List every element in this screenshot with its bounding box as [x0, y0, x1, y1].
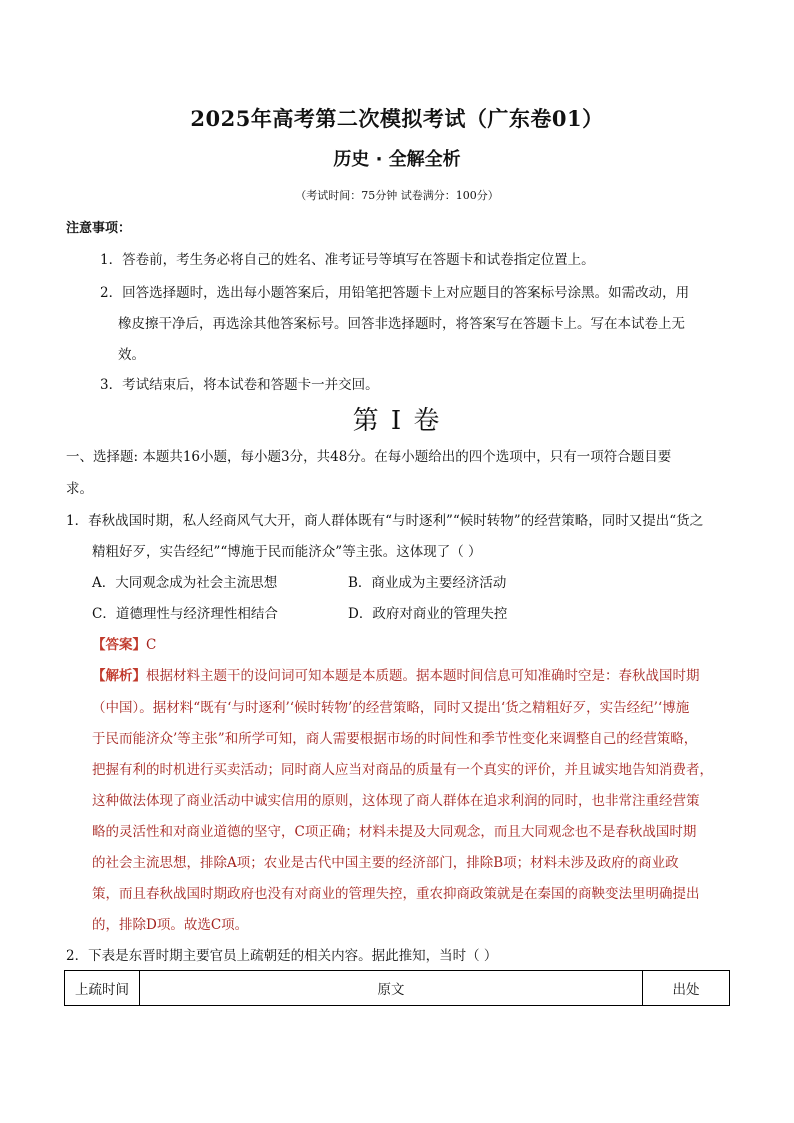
q1-analysis-line-2: （中国）。据材料“既有‘与时逐利’‘候时转物’的经营策略，同时又提出‘货之精粗好歹，实告经纪’‘博施	[92, 700, 690, 716]
q1-answer	[92, 633, 156, 653]
notice-line-5: 3．考试结束后，将本试卷和答题卡一并交回。	[100, 377, 379, 393]
section-intro-line-1: 一、选择题: 本题共16小题，每小题3分，共48分。在每小题给出的四个选项中，只有一项符合题目要	[66, 449, 672, 465]
q2-stem: 2．下表是东晋时期主要官员上疏朝廷的相关内容。据此推知，当时（ ）	[66, 948, 498, 964]
notice-line-4: 效。	[118, 347, 145, 363]
q1-option-b: B．商业成为主要经济活动	[348, 575, 507, 591]
q1-option-a: A．大同观念成为社会主流思想	[92, 575, 278, 591]
q1-stem-line-1: 1．春秋战国时期，私人经商风气大开，商人群体既有“与时逐利”“候时转物”的经营策略，同时又提出“货之	[66, 513, 704, 529]
section-intro-line-2: 求。	[66, 481, 93, 497]
table-header-cell: 出处	[643, 971, 730, 1006]
notice-heading: 注意事项：	[66, 221, 132, 236]
q2-table	[64, 970, 730, 1006]
notice-line-1: 1．答卷前，考生务必将自己的姓名、准考证号等填写在答题卡和试卷指定位置上。	[100, 252, 595, 268]
document-subtitle: 历史 · 全解全析	[333, 149, 461, 170]
analysis-label: 【解析】	[92, 668, 146, 684]
table-header-cell: 原文	[140, 971, 643, 1006]
exam-info: （考试时间：75分钟 试卷满分：100分）	[295, 189, 499, 202]
section-title: 第 I 卷	[352, 406, 442, 436]
q1-stem-line-2: 精粗好歹，实告经纪”“博施于民而能济众”等主张。这体现了（ ）	[92, 544, 482, 560]
q1-analysis-line-1	[92, 664, 700, 684]
q1-analysis-line-4: 把握有利的时机进行买卖活动；同时商人应当对商品的质量有一个真实的评价，并且诚实地告知消费者，	[92, 762, 713, 778]
q1-option-d: D．政府对商业的管理失控	[348, 606, 508, 622]
q1-analysis-line-3: 于民而能济众’等主张”和所学可知，商人需要根据市场的时间性和季节性变化来调整自己的经营策略，	[92, 731, 698, 747]
q1-option-c: C．道德理性与经济理性相结合	[92, 606, 278, 622]
document-title: 2025年高考第二次模拟考试（广东卷01）	[190, 106, 604, 131]
notice-line-3: 橡皮擦干净后，再选涂其他答案标号。回答非选择题时，将答案写在答题卡上。写在本试卷上无	[118, 316, 685, 332]
analysis-text: 根据材料主题干的设问词可知本题是本质题。据本题时间信息可知准确时空是：春秋战国时期	[146, 668, 700, 684]
table-header-cell: 上疏时间	[65, 971, 140, 1006]
q1-analysis-line-6: 略的灵活性和对商业道德的坚守，C项正确；材料未提及大同观念，而且大同观念也不是春秋战国时期	[92, 824, 697, 840]
q1-analysis-line-8: 策，而且春秋战国时期政府也没有对商业的管理失控，重农抑商政策就是在秦国的商鞅变法里明确提出	[92, 886, 700, 902]
table-header-row	[65, 971, 730, 1006]
answer-label: 【答案】	[92, 637, 146, 653]
q1-analysis-line-9: 的，排除D项。故选C项。	[92, 917, 249, 933]
notice-line-2: 2．回答选择题时，选出每小题答案后，用铅笔把答题卡上对应题目的答案标号涂黑。如需改动，用	[100, 285, 690, 301]
q1-analysis-line-5: 这种做法体现了商业活动中诚实信用的原则，这体现了商人群体在追求利润的同时，也非常注重经营策	[92, 793, 700, 809]
answer-value: C	[146, 637, 157, 653]
q1-analysis-line-7: 的社会主流思想，排除A项；农业是古代中国主要的经济部门，排除B项；材料未涉及政府的商业政	[92, 855, 679, 871]
